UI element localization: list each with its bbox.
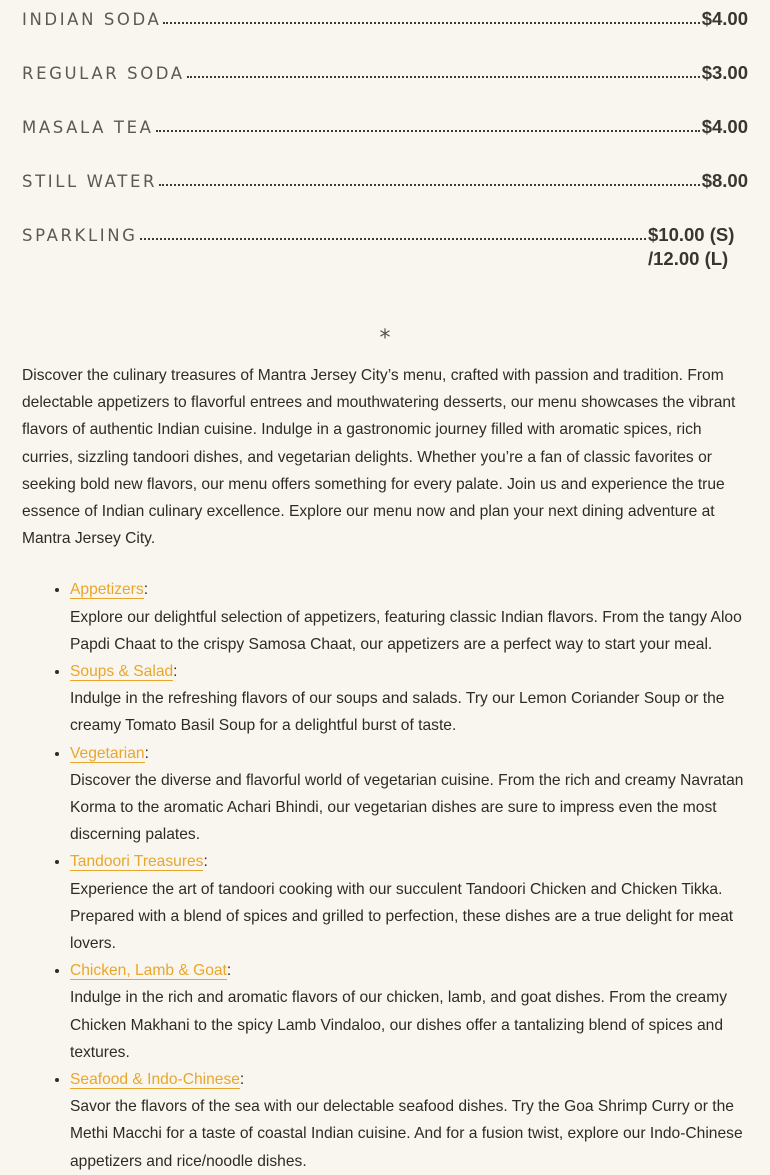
menu-item-masala-tea (22, 108, 748, 162)
menu-item-price: $10.00 (S) /12.00 (L) (648, 224, 735, 269)
list-item: • Vegetarian: Discover the diverse and flavorful world of vegetarian cuisine. From the rich and creamy Navratan Korma to the aromatic Achari Bhindi, our vegetarian dishes are sure to impress even the most discerning palates. (70, 740, 748, 849)
list-item: • Seafood & Indo-Chinese: Savor the flavors of the sea with our delectable seafood dishes. Try the Goa Shrimp Curry or the Methi Macchi for a taste of coastal Indian cuisine. And for a fusion twist, explore our Indo-Chinese appetizers and rice/noodle dishes. (70, 1066, 748, 1175)
dotted-leader (187, 54, 700, 78)
dotted-leader (163, 0, 699, 24)
category-description: Indulge in the rich and aromatic flavors of our chicken, lamb, and goat dishes. From the creamy Chicken Makhani to the spicy Lamb Vindaloo, our dishes offer a tantalizing blend of spices and textures. (70, 989, 727, 1061)
list-item: • Chicken, Lamb & Goat: Indulge in the rich and aromatic flavors of our chicken, lamb, and goat dishes. From the creamy Chicken Makhani to the spicy Lamb Vindaloo, our dishes offer a tantalizing blend of spices and textures. (70, 957, 748, 1066)
menu-item-price: $8.00 (701, 170, 748, 191)
category-link-chicken-lamb-goat[interactable]: Chicken, Lamb & Goat (70, 962, 227, 980)
drinks-menu (22, 0, 748, 300)
category-description: Experience the art of tandoori cooking with our succulent Tandoori Chicken and Chicken Tikka. Prepared with a blend of spices and grilled to perfection, these dishes are a true delight for meat lovers. (70, 880, 734, 953)
intro-paragraph: Discover the culinary treasures of Mantra Jersey City’s menu, crafted with passion and tradition. From delectable appetizers to flavorful entrees and mouthwatering desserts, our menu showcases the vibrant flavors of authentic Indian cuisine. Indulge in a gastronomic journey filled with aromatic spices, rich curries, sizzling tandoori dishes, and vegetarian delights. Whether you’re a fan of classic favorites or seeking bold new flavors, our menu offers something for every palate. Join us and experience the true essence of Indian culinary excellence. Explore our menu now and plan your next dining adventure at Mantra Jersey City. (22, 367, 736, 548)
list-item: • Tandoori Treasures: Experience the art of tandoori cooking with our succulent Tandoori Chicken and Chicken Tikka. Prepared with a blend of spices and grilled to perfection, these dishes are a true delight for meat lovers. (70, 848, 748, 957)
category-link-appetizers[interactable]: Appetizers (70, 581, 144, 599)
menu-item-name: SPARKLING (22, 226, 138, 245)
menu-page (22, 0, 748, 1175)
category-link-seafood-indo-chinese[interactable]: Seafood & Indo-Chinese (70, 1071, 240, 1089)
category-description: Savor the flavors of the sea with our delectable seafood dishes. Try the Goa Shrimp Curry or the Methi Macchi for a taste of coastal Indian cuisine. And for a fusion twist, explore our Indo-Chinese appetizers and rice/noodle dishes. (70, 1098, 743, 1170)
menu-item-name: REGULAR SODA (22, 64, 185, 83)
list-item: • Soups & Salad: Indulge in the refreshing flavors of our soups and salads. Try our Lemon Coriander Soup or the creamy Tomato Basil Soup for a delightful burst of taste. (70, 658, 748, 740)
category-list (22, 576, 748, 1174)
menu-item-price: $4.00 (701, 8, 748, 29)
menu-item-indian-soda (22, 0, 748, 54)
dotted-leader (156, 108, 700, 132)
menu-item-name: MASALA TEA (22, 118, 154, 137)
category-description: Discover the diverse and flavorful world of vegetarian cuisine. From the rich and creamy Navratan Korma to the aromatic Achari Bhindi, our vegetarian dishes are sure to impress even the most discerning palates. (70, 771, 744, 844)
category-description: Explore our delightful selection of appetizers, featuring classic Indian flavors. From the tangy Aloo Papdi Chaat to the crispy Samosa Chaat, our appetizers are a perfect way to start your meal. (70, 608, 742, 653)
menu-item-price: $4.00 (701, 116, 748, 137)
menu-item-regular-soda (22, 54, 748, 108)
menu-item-name: STILL WATER (22, 172, 158, 191)
list-item: • Appetizers: Explore our delightful selection of appetizers, featuring classic Indian flavors. From the tangy Aloo Papdi Chaat to the crispy Samosa Chaat, our appetizers are a perfect way to start your meal. (70, 576, 748, 658)
category-description: Indulge in the refreshing flavors of our soups and salads. Try our Lemon Coriander Soup or the creamy Tomato Basil Soup for a delightful burst of taste. (70, 690, 725, 735)
menu-item-price: $3.00 (701, 62, 748, 83)
dotted-leader (159, 162, 700, 186)
category-link-vegetarian[interactable]: Vegetarian (70, 744, 145, 762)
category-link-tandoori-treasures[interactable]: Tandoori Treasures (70, 853, 204, 871)
category-link-soups-salad[interactable]: Soups & Salad (70, 663, 174, 681)
menu-item-sparkling (22, 216, 748, 300)
menu-item-still-water (22, 162, 748, 216)
asterisk-divider-icon: * (379, 326, 391, 351)
menu-item-name: INDIAN SODA (22, 10, 162, 29)
dotted-leader (140, 216, 646, 240)
